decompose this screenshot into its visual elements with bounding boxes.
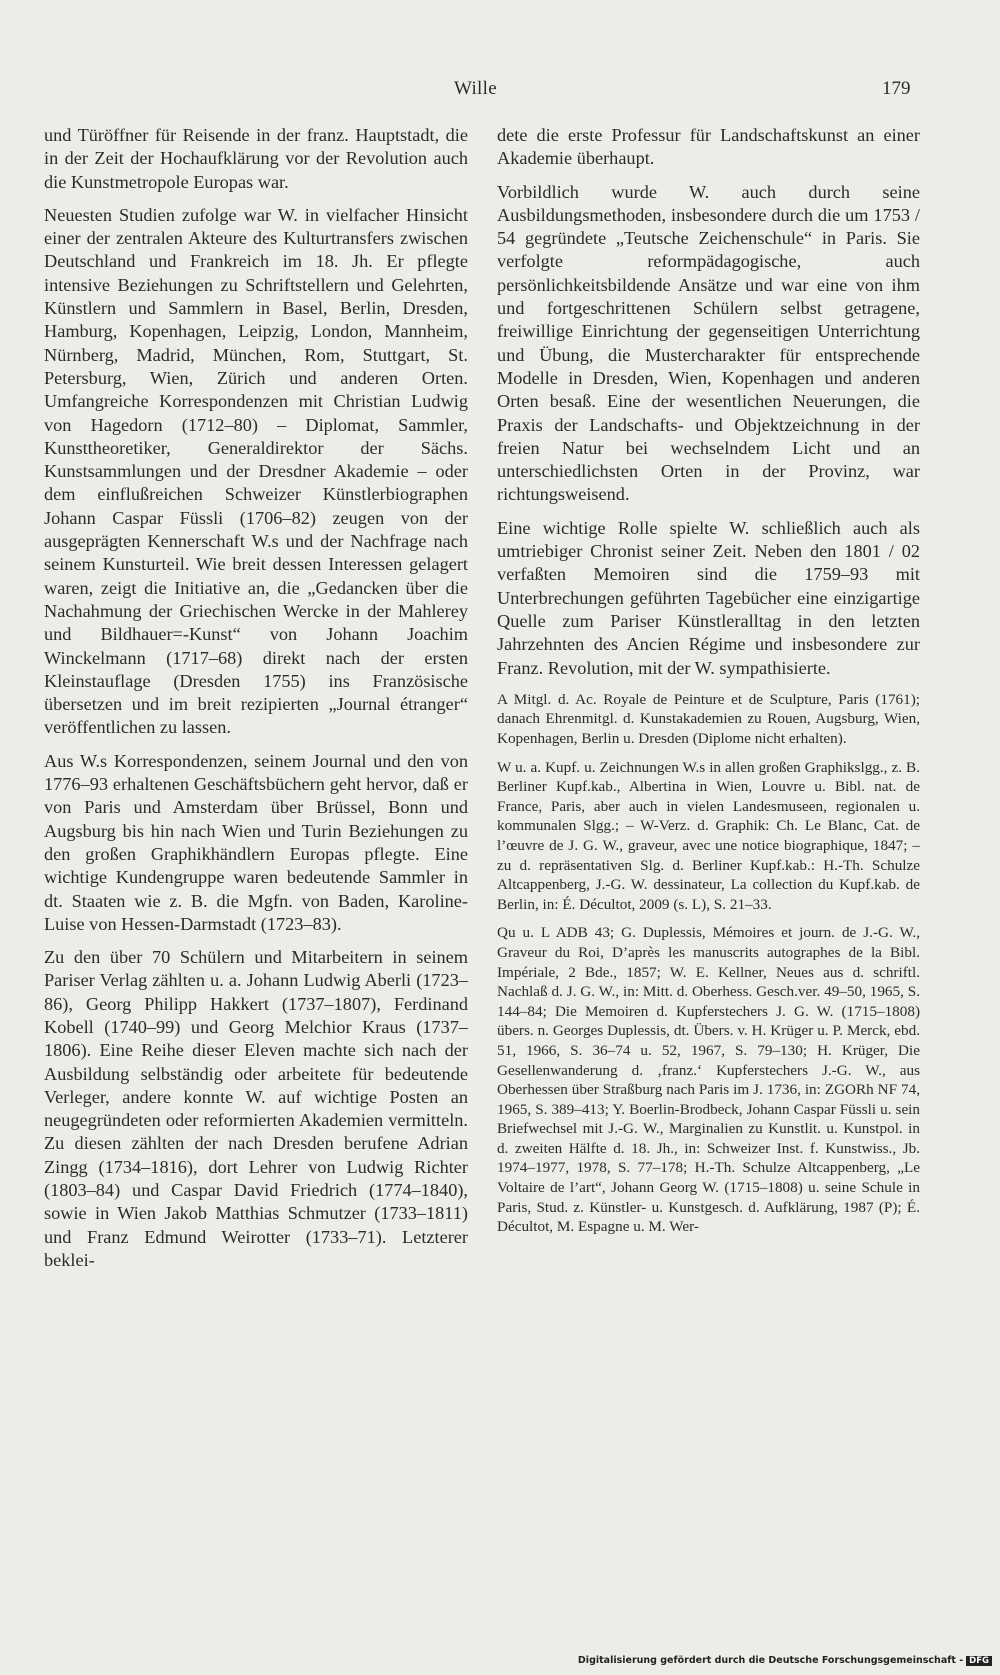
left-column (44, 124, 468, 1282)
dfg-logo: DFG (966, 1656, 992, 1666)
paragraph: und Türöffner für Reisende in der franz. Hauptstadt, die in der Zeit der Hochaufklärung vor der Revolution auch die Kunstmetropole Europas war. (44, 125, 468, 192)
paragraph: Aus W.s Korrespondenzen, seinem Journal und den von 1776–93 erhaltenen Geschäftsbüchern geht hervor, daß er von Paris und Amsterdam über Brüssel, Bonn und Augsburg bis hin nach Wien und Turin Beziehungen zu den großen Graphikhändlern Europas pflegte. Eine wichtige Kundengruppe waren bedeutende Sammler in dt. Staaten wie z. B. die Mgfn. von Baden, Karoline-Luise von Hessen-Darmstadt (1723–83). (44, 750, 468, 934)
paragraph: Neuesten Studien zufolge war W. in vielfacher Hinsicht einer der zentralen Akteure des Kulturtransfers zwischen Deutschland und Frankreich im 18. Jh. Er pflegte intensive Beziehungen zu Schriftstellern und Gelehrten, Künstlern und Sammlern in Basel, Berlin, Dresden, Hamburg, Kopenhagen, Leipzig, London, Mannheim, Nürnberg, Madrid, München, Rom, Stuttgart, St. Petersburg, Wien, Zürich und anderen Orten. Umfangreiche Korrespondenzen mit Christian Ludwig von Hagedorn (1712–80) – Diplomat, Sammler, Kunsttheoretiker, Generaldirektor der Sächs. Kunstsammlungen und der Dresdner Akademie – oder dem einflußreichen Schweizer Künstlerbiographen Johann Caspar Füssli (1706–82) zeugen von der ausgeprägten Kennerschaft W.s und der Nachfrage nach seinem Kunsturteil. Wie breit dessen Interessen gelagert waren, zeigt die Initiative an, die „Gedancken über die Nachahmung der Griechischen Wercke in der Mahlerey und Bildhauer=-Kunst“ von Johann Joachim Winckelmann (1717–68) direkt nach der ersten Kleinstauflage (Dresden 1755) ins Französische übersetzen und im breit rezipierten „Journal étranger“ veröffentlichen zu lassen. (44, 204, 468, 738)
right-column (497, 124, 920, 1246)
note-works: W u. a. Kupf. u. Zeichnungen W.s in allen großen Graphikslgg., z. B. Berliner Kupf.kab., Albertina in Wien, Louvre u. Bibl. nat. de France, Paris, aber auch in vielen Landesmuseen, regionalen u. kommunalen Slgg.; – W-Verz. d. Graphik: Ch. Le Blanc, Cat. de l’œuvre de J. G. W., graveur, avec une notice biographique, 1847; – zu d. repräsentativen Slg. d. Berliner Kupf.kab.: H.-Th. Schulze Altcappenberg, J.-G. W. dessinateur, La collection du Kupf.kab. de Berlin, in: É. Décultot, 2009 (s. L), S. 21–33. (497, 758, 920, 913)
page-number: 179 (882, 78, 911, 99)
paragraph: Vorbildlich wurde W. auch durch seine Ausbildungsmethoden, insbesondere durch die um 1753 / 54 gegründete „Teutsche Zeichenschule“ in Paris. Sie verfolgte reformpädagogische, auch persönlichkeitsbildende Ansätze und war eine von ihm und fortgeschrittenen Schülern selbst getragene, freiwillige Einrichtung der gegenseitigen Unterrichtung und Übung, die Mustercharakter für entsprechende Modelle in Dresden, Wien, Kopenhagen und anderen Orten besaß. Eine der wesentlichen Neuerungen, die Praxis der Landschafts- und Objektzeichnung in der freien Natur bei wechselndem Licht und an unterschiedlichsten Orten in der Provinz, war richtungsweisend. (497, 181, 920, 505)
footer-text: Digitalisierung gefördert durch die Deutsche Forschungsgemeinschaft - (577, 1655, 964, 1666)
paragraph: dete die erste Professur für Landschaftskunst an einer Akademie überhaupt. (497, 125, 920, 169)
note-sources: Qu u. L ADB 43; G. Duplessis, Mémoires et journ. de J.-G. W., Graveur du Roi, D’après les manuscrits autographes de la Bibl. Impériale, 2 Bde., 1857; W. E. Kellner, Neues aus d. schriftl. Nachlaß d. J. G. W., in: Mitt. d. Oberhess. Gesch.ver. 49–50, 1965, S. 144–84; Die Memoiren d. Kupferstechers J. G. W. (1715–1808) übers. n. Georges Duplessis, dt. Übers. v. H. Krüger u. P. Merck, ebd. 51, 1966, S. 36–74 u. 52, 1967, S. 79–130; H. Krüger, Die Gesellenwanderung d. ‚franz.‘ Kupferstechers J.-G. W., aus Oberhessen über Straßburg nach Paris im J. 1736, in: ZGORh NF 74, 1965, S. 389–413; Y. Boerlin-Brodbeck, Johann Caspar Füssli u. sein Briefwechsel mit J.-G. W., Marginalien zu Kunstlit. u. Kunstpol. in d. zweiten Hälfte d. 18. Jh., in: Schweizer Inst. f. Kunstwiss., Jb. 1974–1977, 1978, S. 77–178; H.-Th. Schulze Altcappenberg, „Le Voltaire de l’art“, Johann Georg W. (1715–1808) u. seine Schule in Paris, Stud. z. Künstler- u. Kunstgesch. d. Aufklärung, 1987 (P); É. Décultot, M. Espagne u. M. Wer- (497, 924, 920, 1236)
running-head-title: Wille (454, 78, 497, 99)
digitization-footer (578, 1655, 992, 1666)
note-awards: A Mitgl. d. Ac. Royale de Peinture et de Sculpture, Paris (1761); danach Ehrenmitgl. d. Kunstakademien zu Rouen, Augsburg, Wien, Kopenhagen, Berlin u. Dresden (Diplome nicht erhalten). (497, 690, 920, 748)
paragraph: Eine wichtige Rolle spielte W. schließlich auch als umtriebiger Chronist seiner Zeit. Neben den 1801 / 02 verfaßten Memoiren sind die 1759–93 mit Unterbrechungen geführten Tagebücher eine einzigartige Quelle zum Pariser Künstleralltag in den letzten Jahrzehnten des Ancien Régime und insbesondere zur Franz. Revolution, mit der W. sympathisierte. (497, 517, 920, 678)
paragraph: Zu den über 70 Schülern und Mitarbeitern in seinem Pariser Verlag zählten u. a. Johann Ludwig Aberli (1723–86), Georg Philipp Hakkert (1737–1807), Ferdinand Kobell (1740–99) und Georg Melchior Kraus (1737–1806). Eine Reihe dieser Eleven machte sich nach der Ausbildung selbständig oder arbeitete für bedeutende Verleger, andere konnte W. auf wichtige Posten an neugegründeten oder reformierten Akademien vermitteln. Zu diesen zählten der nach Dresden berufene Adrian Zingg (1734–1816), dort Lehrer von Ludwig Richter (1803–84) und Caspar David Friedrich (1774–1840), sowie in Wien Jakob Matthias Schmutzer (1733–1811) und Franz Edmund Weirotter (1733–71). Letzterer beklei- (44, 947, 468, 1270)
